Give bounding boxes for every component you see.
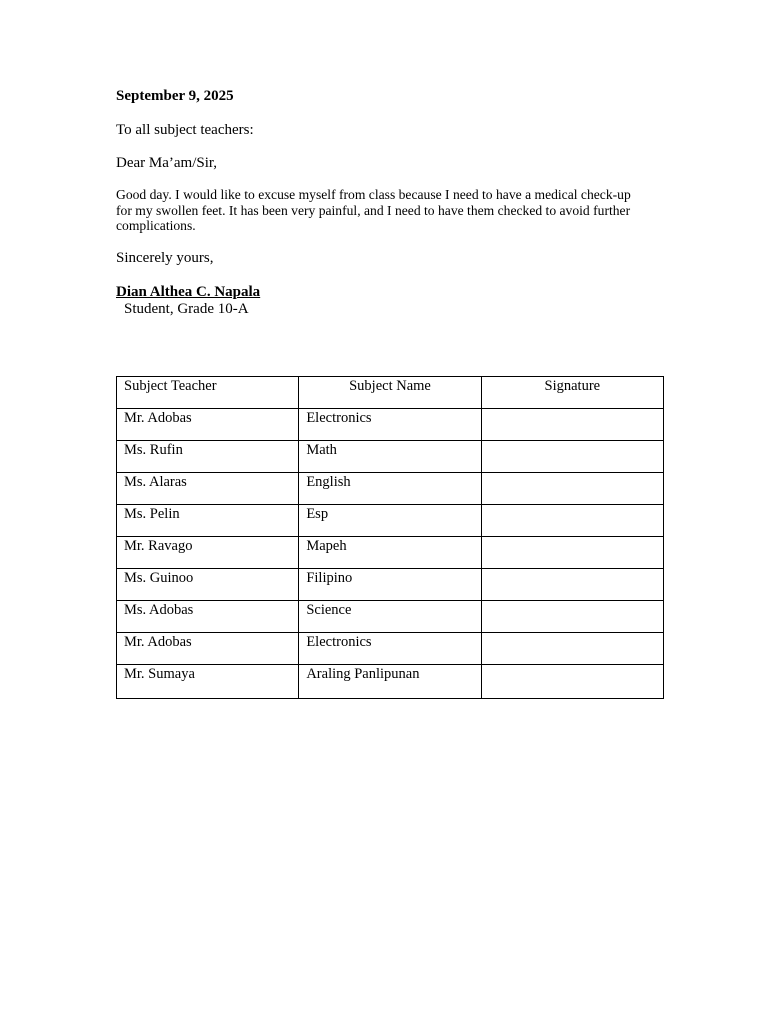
teacher-cell: Mr. Adobas <box>117 633 299 665</box>
signature-cell <box>481 633 663 665</box>
subject-cell: Electronics <box>299 633 481 665</box>
table-row <box>117 601 664 633</box>
signature-cell <box>481 473 663 505</box>
subject-cell: Electronics <box>299 409 481 441</box>
letter-date: September 9, 2025 <box>116 88 234 104</box>
table-header-row <box>117 377 664 409</box>
teacher-cell: Mr. Ravago <box>117 537 299 569</box>
signature-cell <box>481 505 663 537</box>
signature-cell <box>481 441 663 473</box>
signer-name: Dian Althea C. Napala <box>116 284 261 300</box>
signature-cell <box>481 665 663 699</box>
table-row <box>117 505 664 537</box>
subject-cell: Science <box>299 601 481 633</box>
subject-cell: English <box>299 473 481 505</box>
signature-cell <box>481 601 663 633</box>
subject-cell: Araling Panlipunan <box>299 665 481 699</box>
letter-closing: Sincerely yours, <box>116 250 214 266</box>
header-subject-name: Subject Name <box>299 377 481 409</box>
signer-role: Student, Grade 10-A <box>124 301 249 317</box>
subject-cell: Mapeh <box>299 537 481 569</box>
teacher-cell: Ms. Rufin <box>117 441 299 473</box>
header-signature: Signature <box>481 377 663 409</box>
signature-cell <box>481 537 663 569</box>
letter-recipient: To all subject teachers: <box>116 122 254 138</box>
table-row <box>117 409 664 441</box>
signature-cell <box>481 409 663 441</box>
subject-cell: Esp <box>299 505 481 537</box>
header-subject-teacher: Subject Teacher <box>117 377 299 409</box>
table-row <box>117 665 664 699</box>
teacher-cell: Ms. Pelin <box>117 505 299 537</box>
table-row <box>117 633 664 665</box>
teacher-cell: Ms. Alaras <box>117 473 299 505</box>
signature-cell <box>481 569 663 601</box>
teacher-cell: Ms. Guinoo <box>117 569 299 601</box>
teacher-signature-table <box>116 376 664 699</box>
table-row <box>117 473 664 505</box>
teacher-cell: Mr. Sumaya <box>117 665 299 699</box>
teacher-cell: Ms. Adobas <box>117 601 299 633</box>
subject-cell: Filipino <box>299 569 481 601</box>
subject-cell: Math <box>299 441 481 473</box>
letter-greeting: Dear Ma’am/Sir, <box>116 155 218 171</box>
table-row <box>117 537 664 569</box>
table-row <box>117 569 664 601</box>
letter-body: Good day. I would like to excuse myself from class because I need to have a medical check-up for my swollen feet. It has been very painful, and I need to have them checked to avoid further complications. <box>116 187 631 233</box>
table-row <box>117 441 664 473</box>
teacher-cell: Mr. Adobas <box>117 409 299 441</box>
